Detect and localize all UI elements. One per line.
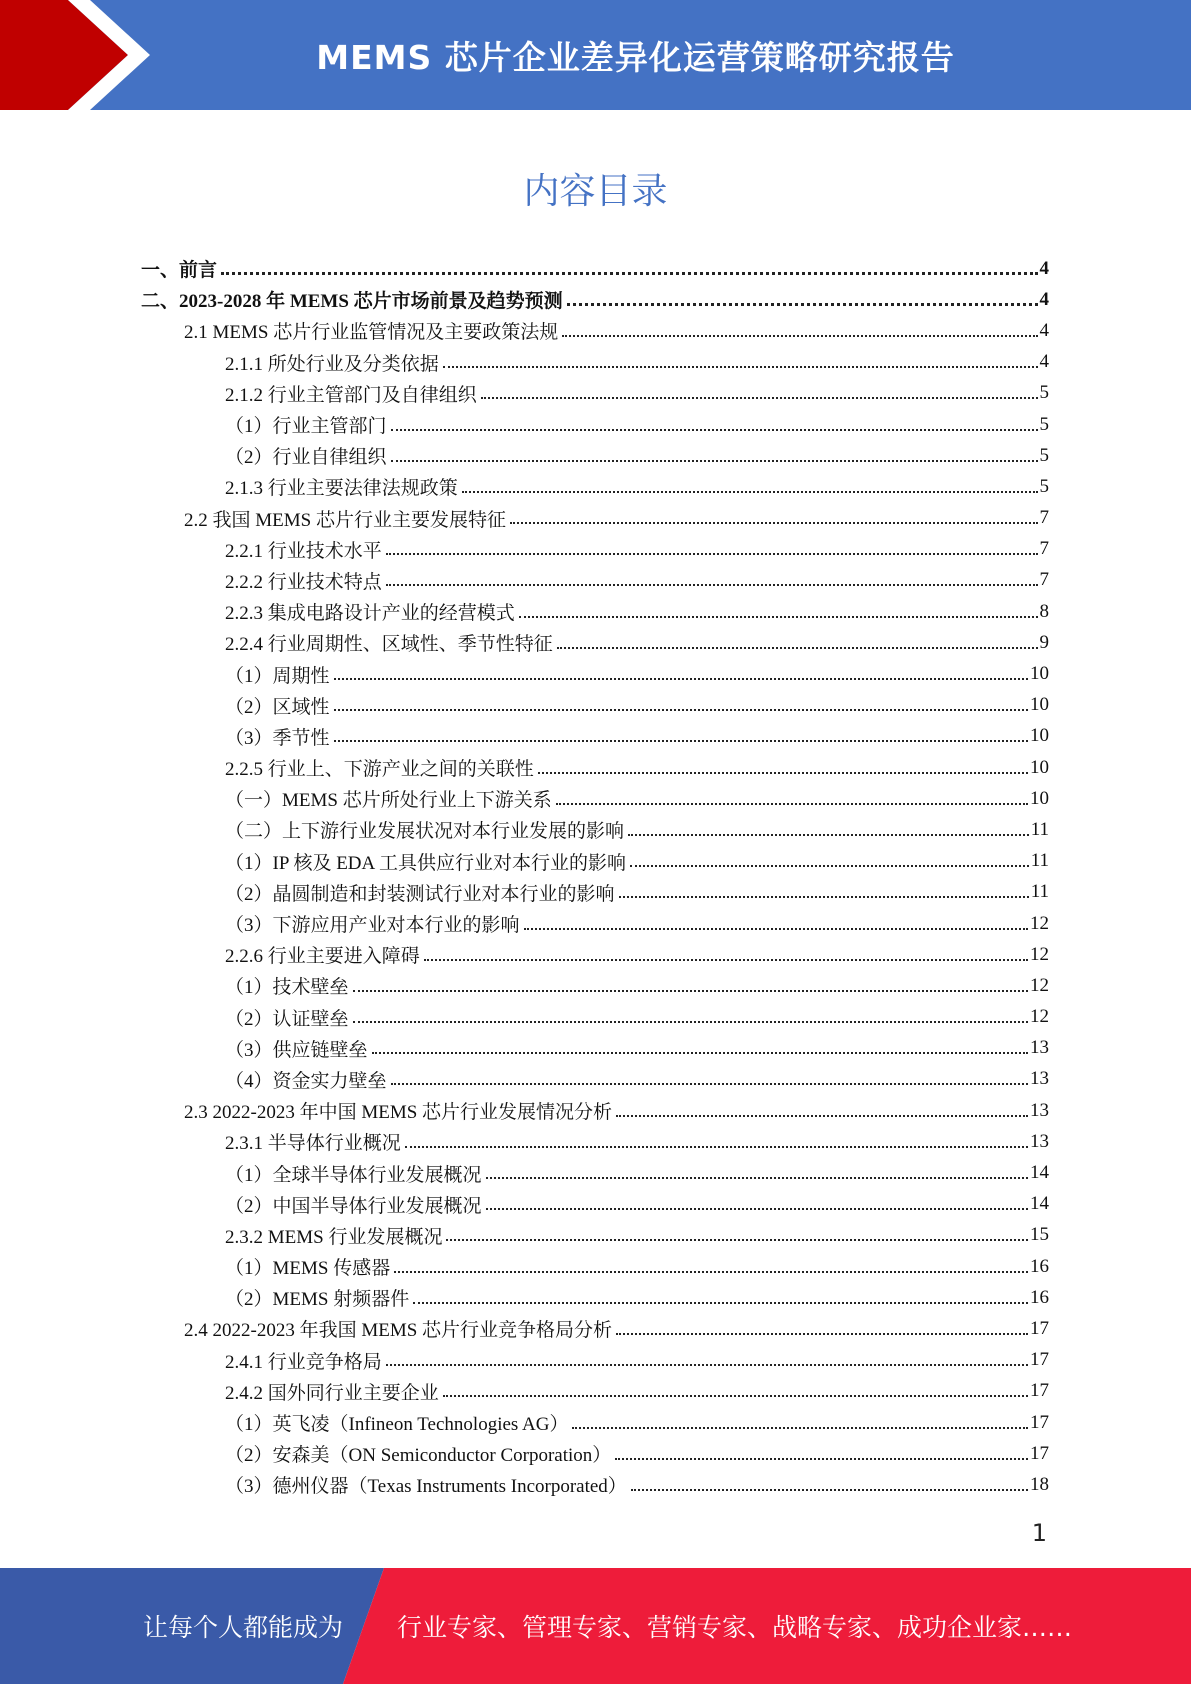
toc-entry-label: 2.1.1 所处行业及分类依据 [225, 353, 439, 375]
toc-leader-dots [567, 303, 1038, 306]
toc-entry-label: 2.2.3 集成电路设计产业的经营模式 [225, 603, 515, 625]
toc-entry[interactable] [0, 1345, 1191, 1376]
toc-entry-page: 14 [1030, 1162, 1049, 1184]
toc-leader-dots [446, 1239, 1028, 1241]
toc-entry[interactable] [0, 534, 1191, 565]
toc-entry[interactable] [0, 627, 1191, 658]
toc-leader-dots [334, 709, 1028, 711]
toc-entry-label: （3）下游应用产业对本行业的影响 [225, 915, 520, 937]
toc-entry-label: （2）晶圆制造和封装测试行业对本行业的影响 [225, 883, 615, 905]
toc-entry-page: 13 [1030, 1130, 1049, 1152]
toc-entry[interactable] [0, 1282, 1191, 1313]
toc-entry-label: 2.2.4 行业周期性、区域性、季节性特征 [225, 634, 553, 656]
toc-entry-label: （二）上下游行业发展状况对本行业发展的影响 [225, 821, 625, 843]
toc-entry[interactable] [0, 908, 1191, 939]
toc-entry-page: 4 [1039, 257, 1049, 279]
toc-leader-dots [628, 834, 1029, 836]
toc-entry-page: 16 [1030, 1255, 1049, 1277]
footer-slogan-right: 行业专家、管理专家、营销专家、战略专家、成功企业家…… [397, 1613, 1073, 1642]
toc-entry-page: 13 [1030, 1099, 1049, 1121]
toc-leader-dots [462, 491, 1038, 493]
toc-entry[interactable] [0, 846, 1191, 877]
toc-leader-dots [424, 959, 1028, 961]
toc-entry-page: 10 [1030, 756, 1049, 778]
toc-entry[interactable] [0, 565, 1191, 596]
toc-entry-page: 7 [1039, 538, 1049, 560]
toc-entry-page: 12 [1030, 912, 1049, 934]
toc-leader-dots [405, 1146, 1028, 1148]
toc-entry-page: 13 [1030, 1068, 1049, 1090]
toc-entry[interactable] [0, 1220, 1191, 1251]
table-of-contents [0, 253, 1191, 1501]
toc-entry-page: 17 [1030, 1380, 1049, 1402]
toc-entry[interactable] [0, 1376, 1191, 1407]
toc-entry-page: 5 [1039, 413, 1049, 435]
toc-entry[interactable] [0, 1002, 1191, 1033]
toc-heading: 内容目录 [523, 171, 668, 212]
toc-entry[interactable] [0, 1469, 1191, 1500]
toc-leader-dots [538, 772, 1028, 774]
toc-entry[interactable] [0, 253, 1191, 284]
page-number: 1 [1031, 1519, 1047, 1547]
toc-leader-dots [413, 1302, 1028, 1304]
toc-entry-page: 8 [1039, 600, 1049, 622]
toc-leader-dots [572, 1427, 1028, 1429]
toc-entry-label: 2.2.5 行业上、下游产业之间的关联性 [225, 759, 534, 781]
toc-leader-dots [391, 429, 1038, 431]
toc-entry-page: 12 [1030, 943, 1049, 965]
toc-entry[interactable] [0, 596, 1191, 627]
toc-entry-label: 2.1.3 行业主要法律法规政策 [225, 478, 458, 500]
toc-entry-page: 4 [1039, 351, 1049, 373]
toc-entry-page: 5 [1039, 382, 1049, 404]
toc-leader-dots [524, 928, 1028, 930]
toc-entry-label: （1）技术壁垒 [225, 977, 349, 999]
toc-entry[interactable] [0, 1064, 1191, 1095]
toc-entry[interactable] [0, 1407, 1191, 1438]
toc-leader-dots [443, 366, 1038, 368]
toc-entry-label: 2.3.2 MEMS 行业发展概况 [225, 1226, 443, 1248]
toc-leader-dots [562, 335, 1037, 337]
toc-leader-dots [353, 990, 1028, 992]
toc-entry-label: （2）MEMS 射频器件 [225, 1289, 410, 1311]
toc-entry-label: 2.4.2 国外同行业主要企业 [225, 1382, 439, 1404]
toc-entry[interactable] [0, 970, 1191, 1001]
toc-entry-label: 2.4 2022-2023 年我国 MEMS 芯片行业竞争格局分析 [184, 1320, 613, 1342]
toc-entry-label: 2.2.6 行业主要进入障碍 [225, 946, 420, 968]
toc-entry-label: （4）资金实力壁垒 [225, 1070, 387, 1092]
toc-entry-page: 10 [1030, 694, 1049, 716]
toc-leader-dots [519, 616, 1038, 618]
toc-entry-label: 2.1.2 行业主管部门及自律组织 [225, 384, 477, 406]
toc-entry-page: 10 [1030, 725, 1049, 747]
toc-entry-label: （1）行业主管部门 [225, 416, 387, 438]
toc-entry-label: （1）周期性 [225, 665, 330, 687]
toc-entry[interactable] [0, 284, 1191, 315]
footer-banner [0, 1568, 1191, 1684]
toc-entry-label: 2.3 2022-2023 年中国 MEMS 芯片行业发展情况分析 [184, 1102, 613, 1124]
toc-entry-label: 二、2023-2028 年 MEMS 芯片市场前景及趋势预测 [141, 291, 563, 313]
toc-entry-page: 12 [1030, 1006, 1049, 1028]
toc-entry[interactable] [0, 503, 1191, 534]
toc-entry[interactable] [0, 1157, 1191, 1188]
toc-leader-dots [334, 740, 1028, 742]
toc-entry[interactable] [0, 315, 1191, 346]
toc-entry-page: 18 [1030, 1473, 1049, 1495]
toc-entry-page: 10 [1030, 787, 1049, 809]
toc-entry[interactable] [0, 783, 1191, 814]
toc-entry-label: （2）安森美（ON Semiconductor Corporation） [225, 1445, 612, 1467]
toc-leader-dots [481, 397, 1038, 399]
toc-entry[interactable] [0, 1189, 1191, 1220]
toc-leader-dots [391, 1083, 1028, 1085]
toc-entry[interactable] [0, 440, 1191, 471]
report-title: MEMS 芯片企业差异化运营策略研究报告 [316, 37, 955, 77]
toc-leader-dots [386, 1364, 1028, 1366]
toc-entry-page: 17 [1030, 1411, 1049, 1433]
toc-entry-page: 12 [1030, 974, 1049, 996]
toc-leader-dots [486, 1177, 1028, 1179]
toc-leader-dots [619, 896, 1029, 898]
toc-entry[interactable] [0, 409, 1191, 440]
toc-entry-page: 5 [1039, 444, 1049, 466]
toc-leader-dots [386, 584, 1038, 586]
toc-entry-page: 10 [1030, 663, 1049, 685]
toc-entry-page: 17 [1030, 1442, 1049, 1464]
toc-entry-label: （3）德州仪器（Texas Instruments Incorporated） [225, 1476, 627, 1498]
toc-entry-label: （3）供应链壁垒 [225, 1039, 368, 1061]
toc-entry-label: （2）认证壁垒 [225, 1008, 349, 1030]
toc-entry-label: 2.3.1 半导体行业概况 [225, 1133, 401, 1155]
toc-leader-dots [394, 1271, 1028, 1273]
toc-leader-dots [334, 678, 1028, 680]
toc-entry-page: 11 [1030, 881, 1049, 903]
toc-entry[interactable] [0, 1313, 1191, 1344]
toc-leader-dots [391, 460, 1038, 462]
toc-entry-label: 2.2 我国 MEMS 芯片行业主要发展特征 [184, 509, 506, 531]
toc-entry-page: 11 [1030, 850, 1049, 872]
toc-entry-page: 15 [1030, 1224, 1049, 1246]
toc-entry[interactable] [0, 752, 1191, 783]
toc-leader-dots [616, 1333, 1028, 1335]
toc-entry[interactable] [0, 690, 1191, 721]
toc-entry[interactable] [0, 1126, 1191, 1157]
toc-entry-page: 13 [1030, 1037, 1049, 1059]
toc-entry-page: 16 [1030, 1286, 1049, 1308]
toc-leader-dots [557, 647, 1038, 649]
toc-leader-dots [486, 1208, 1028, 1210]
toc-entry-page: 5 [1039, 475, 1049, 497]
toc-entry-label: 2.2.2 行业技术特点 [225, 571, 382, 593]
toc-entry-label: （1）IP 核及 EDA 工具供应行业对本行业的影响 [225, 852, 626, 874]
toc-leader-dots [631, 1489, 1028, 1491]
toc-leader-dots [630, 865, 1029, 867]
toc-entry-page: 17 [1030, 1317, 1049, 1339]
toc-entry-label: （1）英飞凌（Infineon Technologies AG） [225, 1414, 569, 1436]
toc-entry[interactable] [0, 939, 1191, 970]
toc-entry-label: 2.2.1 行业技术水平 [225, 540, 382, 562]
toc-entry[interactable] [0, 347, 1191, 378]
toc-leader-dots [221, 272, 1037, 275]
toc-entry-label: （2）中国半导体行业发展概况 [225, 1195, 482, 1217]
toc-entry-page: 11 [1030, 818, 1049, 840]
toc-entry-label: （3）季节性 [225, 727, 330, 749]
toc-entry-label: 2.1 MEMS 芯片行业监管情况及主要政策法规 [184, 322, 559, 344]
toc-entry-page: 4 [1039, 288, 1049, 310]
toc-leader-dots [615, 1458, 1028, 1460]
toc-entry-page: 7 [1039, 507, 1049, 529]
toc-entry-page: 4 [1039, 319, 1049, 341]
toc-entry-label: （2）行业自律组织 [225, 447, 387, 469]
toc-leader-dots [372, 1052, 1028, 1054]
toc-entry-label: （1）MEMS 传感器 [225, 1258, 391, 1280]
toc-entry-page: 17 [1030, 1349, 1049, 1371]
toc-leader-dots [443, 1395, 1028, 1397]
toc-entry[interactable] [0, 471, 1191, 502]
toc-leader-dots [510, 522, 1038, 524]
header-banner [0, 0, 1191, 110]
toc-leader-dots [386, 553, 1038, 555]
toc-entry[interactable] [0, 1251, 1191, 1282]
toc-entry[interactable] [0, 814, 1191, 845]
toc-entry[interactable] [0, 378, 1191, 409]
toc-entry[interactable] [0, 1095, 1191, 1126]
toc-entry-page: 14 [1030, 1193, 1049, 1215]
toc-entry[interactable] [0, 658, 1191, 689]
toc-leader-dots [556, 803, 1028, 805]
toc-entry-page: 7 [1039, 569, 1049, 591]
toc-entry-page: 9 [1039, 631, 1049, 653]
toc-entry-label: 2.4.1 行业竞争格局 [225, 1351, 382, 1373]
toc-leader-dots [616, 1115, 1028, 1117]
toc-entry[interactable] [0, 877, 1191, 908]
header-arrow-decoration [0, 0, 160, 110]
toc-entry-label: （2）区域性 [225, 696, 330, 718]
toc-entry[interactable] [0, 1033, 1191, 1064]
toc-entry-label: （一）MEMS 芯片所处行业上下游关系 [225, 790, 552, 812]
toc-entry[interactable] [0, 721, 1191, 752]
toc-entry[interactable] [0, 1438, 1191, 1469]
footer-slogan-left: 让每个人都能成为 [143, 1613, 344, 1642]
toc-leader-dots [353, 1021, 1028, 1023]
toc-entry-label: 一、前言 [141, 260, 218, 282]
toc-entry-label: （1）全球半导体行业发展概况 [225, 1164, 482, 1186]
